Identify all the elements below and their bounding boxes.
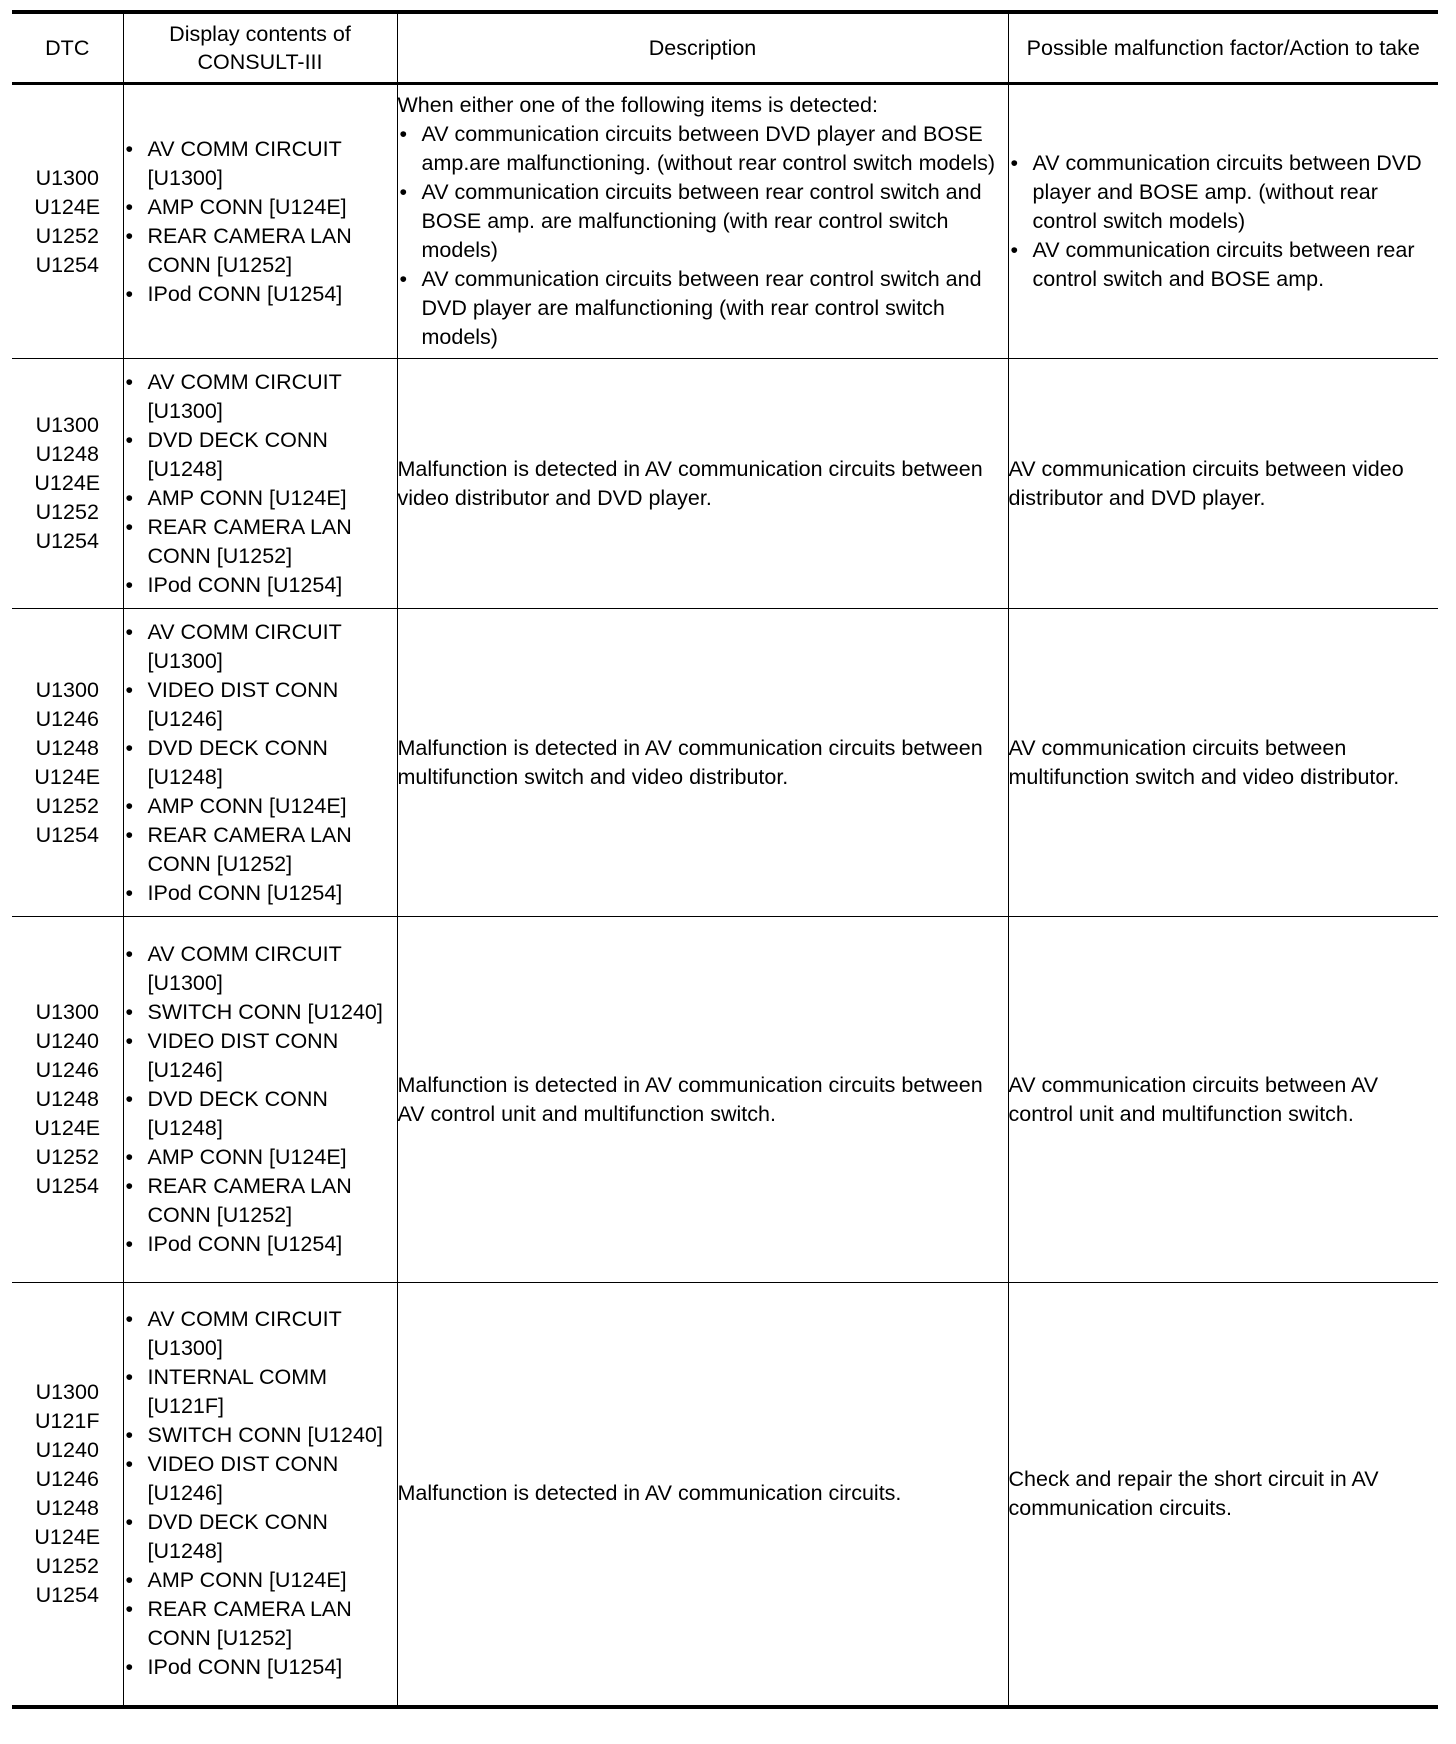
list-item: • IPod CONN [U1254] [124,879,397,908]
description-intro: When either one of the following items is detected: [397,93,878,117]
dtc-table [12,10,1438,1709]
table-row [12,84,1438,359]
description: Malfunction is detected in AV communication circuits between video distributor and DVD player. [397,359,1008,609]
consult-display-list [123,1283,397,1707]
dtc-codes: U1300 U121F U1240 U1246 U1248 U124E U1252 U1254 [12,1283,123,1707]
header-row [12,12,1438,84]
table-row [12,917,1438,1283]
list-item: • AV communication circuits between DVD player and BOSE amp.are malfunctioning. (without rear control switch models) [398,120,1008,178]
list-item: • AV COMM CIRCUIT [U1300] [124,135,397,193]
list-item: • IPod CONN [U1254] [124,571,397,600]
action-to-take [1008,84,1438,359]
list-item: • AV COMM CIRCUIT [U1300] [124,940,397,998]
header-display-contents: Display contents of CONSULT-III [123,12,397,84]
description: Malfunction is detected in AV communication circuits between multifunction switch and video distributor. [397,609,1008,917]
list-item: • DVD DECK CONN [U1248] [124,1085,397,1143]
action-to-take: Check and repair the short circuit in AV communication circuits. [1008,1283,1438,1707]
list-item: • REAR CAMERA LAN CONN [U1252] [124,1172,397,1230]
consult-display-list [123,917,397,1283]
list-item: • AMP CONN [U124E] [124,484,397,513]
list-item: • SWITCH CONN [U1240] [124,998,397,1027]
dtc-codes: U1300 U124E U1252 U1254 [12,84,123,359]
consult-display-list [123,84,397,359]
list-item: • DVD DECK CONN [U1248] [124,426,397,484]
list-item: • REAR CAMERA LAN CONN [U1252] [124,821,397,879]
list-item: • REAR CAMERA LAN CONN [U1252] [124,222,397,280]
action-to-take: AV communication circuits between AV control unit and multifunction switch. [1008,917,1438,1283]
list-item: • VIDEO DIST CONN [U1246] [124,676,397,734]
list-item: • AV COMM CIRCUIT [U1300] [124,1305,397,1363]
list-item: • SWITCH CONN [U1240] [124,1421,397,1450]
table-header [12,12,1438,84]
list-item: • REAR CAMERA LAN CONN [U1252] [124,513,397,571]
list-item: • AV communication circuits between DVD player and BOSE amp. (without rear control switch models) [1009,149,1439,236]
table-row [12,609,1438,917]
list-item: • AV COMM CIRCUIT [U1300] [124,368,397,426]
list-item: • IPod CONN [U1254] [124,1653,397,1682]
action-to-take: AV communication circuits between video distributor and DVD player. [1008,359,1438,609]
header-dtc: DTC [12,12,123,84]
list-item: • AMP CONN [U124E] [124,193,397,222]
dtc-codes: U1300 U1248 U124E U1252 U1254 [12,359,123,609]
dtc-codes: U1300 U1240 U1246 U1248 U124E U1252 U1254 [12,917,123,1283]
consult-display-list [123,359,397,609]
description: Malfunction is detected in AV communication circuits. [397,1283,1008,1707]
list-item: • AV communication circuits between rear control switch and BOSE amp. [1009,236,1439,294]
list-item: • IPod CONN [U1254] [124,280,397,309]
list-item: • VIDEO DIST CONN [U1246] [124,1450,397,1508]
list-item: • VIDEO DIST CONN [U1246] [124,1027,397,1085]
description [397,84,1008,359]
header-action: Possible malfunction factor/Action to take [1008,12,1438,84]
header-description: Description [397,12,1008,84]
consult-display-list [123,609,397,917]
list-item: • DVD DECK CONN [U1248] [124,734,397,792]
table-row [12,1283,1438,1707]
list-item: • AV communication circuits between rear control switch and BOSE amp. are malfunctioning (with rear control switch models) [398,178,1008,265]
description: Malfunction is detected in AV communication circuits between AV control unit and multifunction switch. [397,917,1008,1283]
table-body [12,84,1438,1707]
list-item: • IPod CONN [U1254] [124,1230,397,1259]
list-item: • REAR CAMERA LAN CONN [U1252] [124,1595,397,1653]
action-to-take: AV communication circuits between multifunction switch and video distributor. [1008,609,1438,917]
list-item: • AV communication circuits between rear control switch and DVD player are malfunctioning (with rear control switch models) [398,265,1008,352]
list-item: • DVD DECK CONN [U1248] [124,1508,397,1566]
list-item: • AMP CONN [U124E] [124,1566,397,1595]
list-item: • INTERNAL COMM [U121F] [124,1363,397,1421]
table-row [12,359,1438,609]
list-item: • AMP CONN [U124E] [124,1143,397,1172]
list-item: • AMP CONN [U124E] [124,792,397,821]
dtc-codes: U1300 U1246 U1248 U124E U1252 U1254 [12,609,123,917]
list-item: • AV COMM CIRCUIT [U1300] [124,618,397,676]
